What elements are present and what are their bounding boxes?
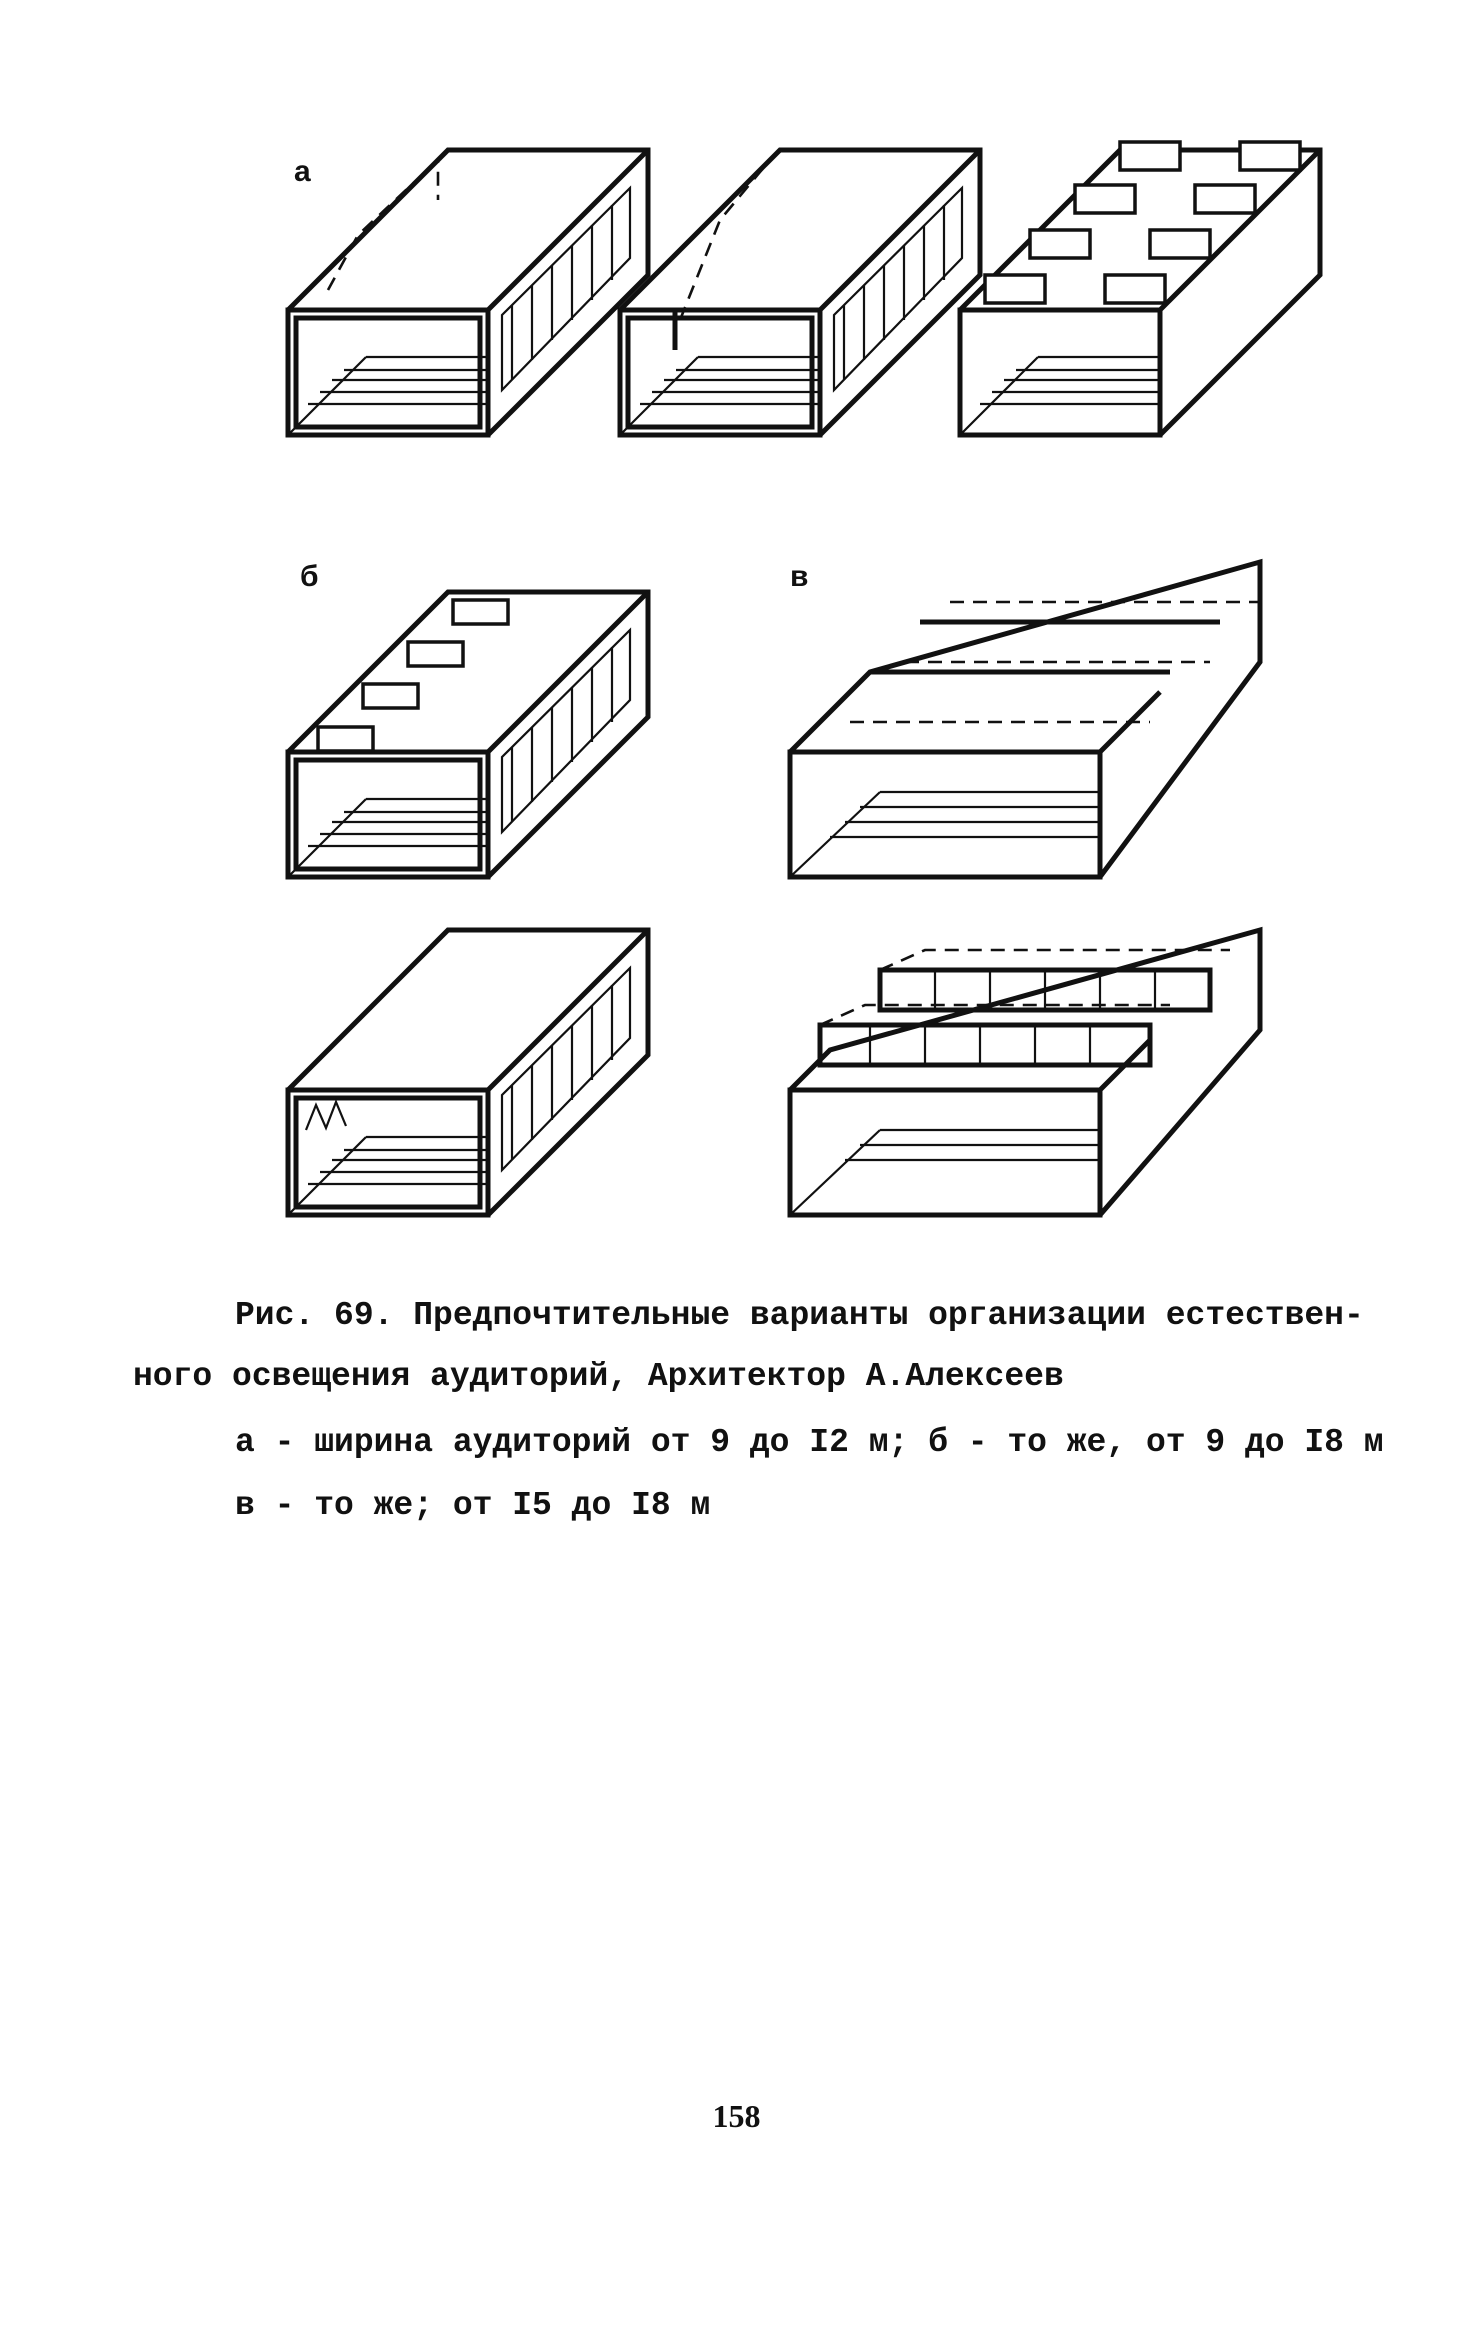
caption-line-3: а - ширина аудиторий от 9 до I2 м; б - то же, от 9 до I8 м (235, 1424, 1384, 1461)
panel-label-v: в (790, 560, 809, 593)
panel-b-box-1 (288, 592, 648, 877)
panel-b-box-2 (288, 930, 648, 1215)
caption-line-1: Рис. 69. Предпочтительные варианты организации естествен- (235, 1297, 1364, 1334)
panel-a-box-1 (288, 150, 648, 435)
panel-label-a: а (294, 155, 311, 188)
caption-line-4: в - то же; от I5 до I8 м (235, 1487, 711, 1524)
panel-a-box-3 (960, 142, 1320, 435)
panel-label-b: б (300, 560, 319, 593)
panel-a-box-2 (620, 150, 980, 435)
panel-v-box-2 (790, 930, 1260, 1215)
page-number: 158 (712, 2098, 761, 2134)
panel-v-box-1 (790, 562, 1260, 877)
caption-line-2: ного освещения аудиторий, Архитектор А.Алексеев (133, 1358, 1064, 1395)
